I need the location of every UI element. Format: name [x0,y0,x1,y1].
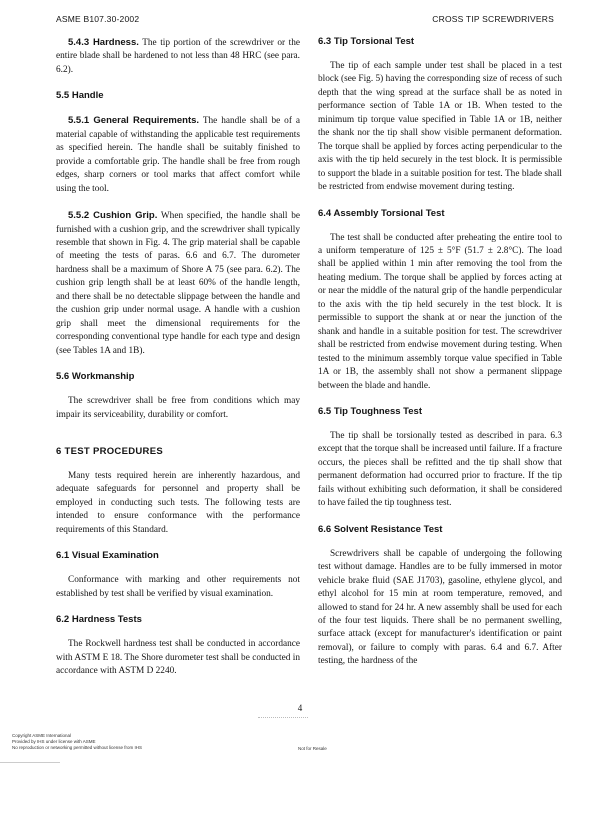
section-5-5-1 [56,114,300,196]
section-6-6-heading: 6.6 Solvent Resistance Test [318,523,443,535]
section-5-5-1-number: 5.5.1 General Requirements. [68,115,200,127]
section-5-5-2-text: When specified, the handle shall be furnished with a cushion grip, and the screwdriver shall typically resemble that shown in Fig. 4. The grip material shall be capable of meeting the tests of paras. 6.6 and 6.7. The durometer hardness shall be a maximum of Shore A 75 (see para. 6.2). The cushion grip length shall be at least 60% of the handle length, and there shall be no detectable slippage between the handle and the cushion grip under normal usage. A handle with a cushion grip shall meet the dimensional requirements for the corresponding conventional type handle for each type and design (see Tables 1A and 1B). [56,211,300,356]
footer-not-for-resale: Not for Resale [298,746,327,751]
section-6-4-heading: 6.4 Assembly Torsional Test [318,207,445,219]
left-column [56,36,300,679]
section-6-1-text: Conformance with marking and other requirements not established by test shall be verified by visual examination. [56,575,300,599]
running-header [56,14,554,24]
section-5-5-1-text: The handle shall be of a material capable of withstanding the applicable test requirements as specified herein. The handle shall be suitably finished to provide a comfortable grip. The handle shall be free from rough edges, sharp corners or tool marks that affect comfort while using the tool. [56,116,300,194]
section-5-6-text: The screwdriver shall be free from conditions which may impair its serviceability, durability or comfort. [56,396,300,420]
section-6-3-text: The tip of each sample under test shall be placed in a test block (see Fig. 5) having the corresponding size of recess of such depth that the wing spread at the surface shall be as noted in performance section of Table 1A or 1B. When tested to the minimum tip torque value specified in Table 1A or 1B, neither the shank nor the tip shall show visible permanent deformation. The torque shall be applied by forces acting perpendicular to the axis with the tip held securely in the test block. It is permissible to support the blade in a suitable position for test. The blade shall be restricted from endwise movement during testing. [318,61,562,193]
footer-copyright-line: Copyright ASME International [12,733,72,738]
header-title: CROSS TIP SCREWDRIVERS [432,14,554,24]
section-6-2-heading: 6.2 Hardness Tests [56,614,142,626]
section-5-5-2 [56,209,300,358]
section-6-1-heading: 6.1 Visual Examination [56,550,159,562]
section-5-4-3-number: 5.4.3 Hardness. [68,37,139,48]
section-5-6-heading: 5.6 Workmanship [56,371,135,383]
footer-license-line: Provided by IHS under license with ASME [12,739,96,744]
header-standard-number: ASME B107.30-2002 [56,14,140,24]
scan-artifact-edge [0,762,60,764]
section-5-4-3 [56,36,300,77]
section-6-heading: 6 TEST PROCEDURES [56,445,163,457]
section-5-5-2-number: 5.5.2 Cushion Grip. [68,210,158,222]
section-6-2-text: The Rockwell hardness test shall be conducted in accordance with ASTM E 18. The Shore durometer test shall be conducted in accordance with ASTM D 2240. [56,639,300,677]
section-6-6-text: Screwdrivers shall be capable of undergoing the following test without damage. Handles are to be fully immersed in motor vehicle brake fluid (SAE J1703), gasoline, ethylene glycol, and ethyl alcohol for 15 min at room temperature, removed, and allowed to stand for 24 hr. A new assembly shall be used for each of the four test liquids. There shall be no permanent swelling, surface attack (except for manufacturer's identification or paint removal), or failure to comply with paras. 6.4 and 6.7. After testing, the hardness of the [318,548,562,667]
copyright-footer [12,733,142,751]
section-6-3-heading: 6.3 Tip Torsional Test [318,36,415,47]
right-column [318,36,562,669]
section-5-5-heading: 5.5 Handle [56,90,104,102]
section-6-text: Many tests required herein are inherently hazardous, and adequate safeguards for personnel and property shall be employed in conducting such tests. The following tests are intended to ensure conformance with the performance requirements of this Standard. [56,470,300,535]
page-number: 4 [297,703,303,713]
section-6-5-text: The tip shall be torsionally tested as described in para. 6.3 except that the torque shall be increased until failure. If a fracture occurs, the pieces shall be refitted and the tip shall show that permanent deformation had occurred prior to fracture. If the tip fails without exhibiting such deformation, it shall be considered to have failed the tip toughness test. [318,430,562,509]
section-6-5-heading: 6.5 Tip Toughness Test [318,405,422,417]
scan-artifact-line [258,717,308,719]
section-6-4-text: The test shall be conducted after preheating the entire tool to a uniform temperature of 125 ± 5°F (51.7 ± 2.8°C). The load shall be applied within 1 min after removing the tool from the heating medium. The torque shall be applied by forces acting at or near the middle of the natural grip of the handle perpendicular to the axis with the tip held securely in the test block. It is permissible to support the shank at or near the junction of the shank and handle in a suitable position for test. The screwdriver shall be restricted from endwise movement during testing. When tested to the minimum assembly torque value specified in Table 1A or 1B, the assembly shall not show a permanent slippage between the blade and handle. [318,232,562,391]
section-5-4-3-text: The tip portion of the screwdriver or the entire blade shall be hardened to not less than 48 HRC (see para. 6.2). [56,38,300,75]
footer-reproduction-line: No reproduction or networking permitted without license from IHS [12,745,143,750]
